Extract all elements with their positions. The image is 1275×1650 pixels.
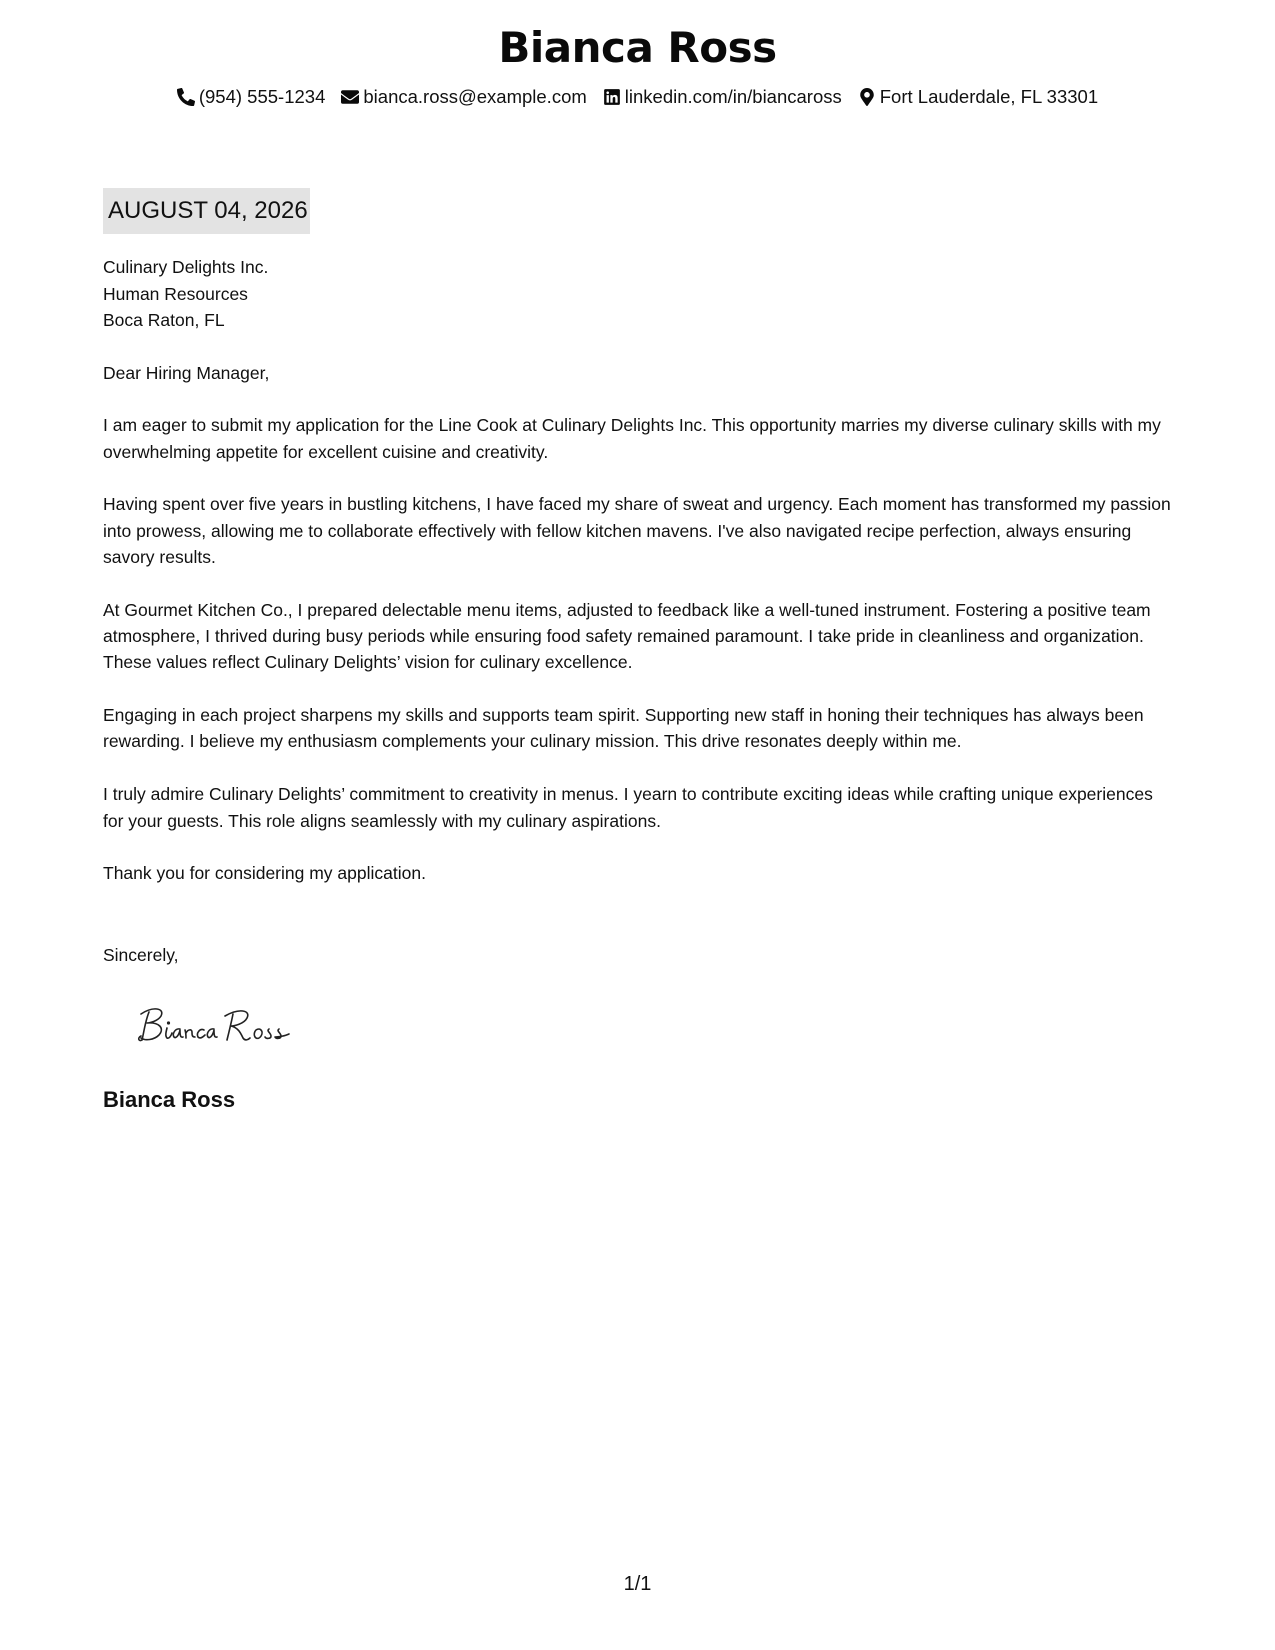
phone-text: (954) 555-1234 bbox=[198, 86, 326, 107]
salutation: Dear Hiring Manager, bbox=[103, 363, 270, 383]
applicant-name: Bianca Ross bbox=[498, 23, 777, 72]
body-paragraph: Having spent over five years in bustling kitchens, I have faced my share of sweat and urgency. Each moment has transformed my passion into prowess, allowing me to collaborate effectively with fellow kitchen mavens. I've also navigated recipe perfection, always ensuring savory results. bbox=[103, 494, 1171, 567]
contact-location bbox=[858, 84, 1098, 110]
envelope-icon bbox=[341, 88, 359, 106]
letter-date: AUGUST 04, 2026 bbox=[103, 188, 310, 234]
recipient-address bbox=[103, 254, 268, 334]
body-paragraph: Thank you for considering my application. bbox=[103, 863, 426, 884]
phone-icon bbox=[177, 88, 195, 106]
recipient-city: Boca Raton, FL bbox=[103, 310, 225, 330]
body-paragraph: Engaging in each project sharpens my skills and supports team spirit. Supporting new staff in honing their techniques has always been rewarding. I believe my enthusiasm complements your culinary mission. This drive resonates deeply within me. bbox=[103, 705, 1144, 752]
handwritten-signature bbox=[135, 1000, 335, 1050]
recipient-company: Culinary Delights Inc. bbox=[103, 257, 269, 277]
body-paragraph: I am eager to submit my application for the Line Cook at Culinary Delights Inc. This opportunity marries my diverse culinary skills with my overwhelming appetite for excellent cuisine and creativity. bbox=[103, 415, 1161, 462]
linkedin-text: linkedin.com/in/biancaross bbox=[624, 86, 842, 107]
location-text: Fort Lauderdale, FL 33301 bbox=[879, 86, 1099, 107]
contact-phone bbox=[177, 84, 326, 110]
recipient-department: Human Resources bbox=[103, 283, 248, 304]
contact-bar bbox=[0, 84, 1275, 110]
body-paragraph: I truly admire Culinary Delights’ commitment to creativity in menus. I yearn to contribute exciting ideas while crafting unique experiences for your guests. This role aligns seamlessly with my culinary aspirations. bbox=[103, 784, 1153, 831]
contact-email bbox=[341, 84, 586, 110]
page-number: 1/1 bbox=[623, 1573, 652, 1595]
contact-linkedin bbox=[603, 84, 842, 110]
letter-body bbox=[103, 360, 1178, 913]
closing: Sincerely, bbox=[103, 945, 179, 965]
signer-name: Bianca Ross bbox=[103, 1087, 236, 1112]
linkedin-icon bbox=[603, 88, 621, 106]
body-paragraph: At Gourmet Kitchen Co., I prepared delectable menu items, adjusted to feedback like a well-tuned instrument. Fostering a positive team atmosphere, I thrived during busy periods while ensuring food safety remained paramount. I take pride in cleanliness and organization. These values reflect Culinary Delights’ vision for culinary excellence. bbox=[103, 599, 1151, 673]
letter-header bbox=[0, 20, 1275, 110]
email-text: bianca.ross@example.com bbox=[363, 86, 587, 107]
map-marker-icon bbox=[858, 88, 876, 106]
